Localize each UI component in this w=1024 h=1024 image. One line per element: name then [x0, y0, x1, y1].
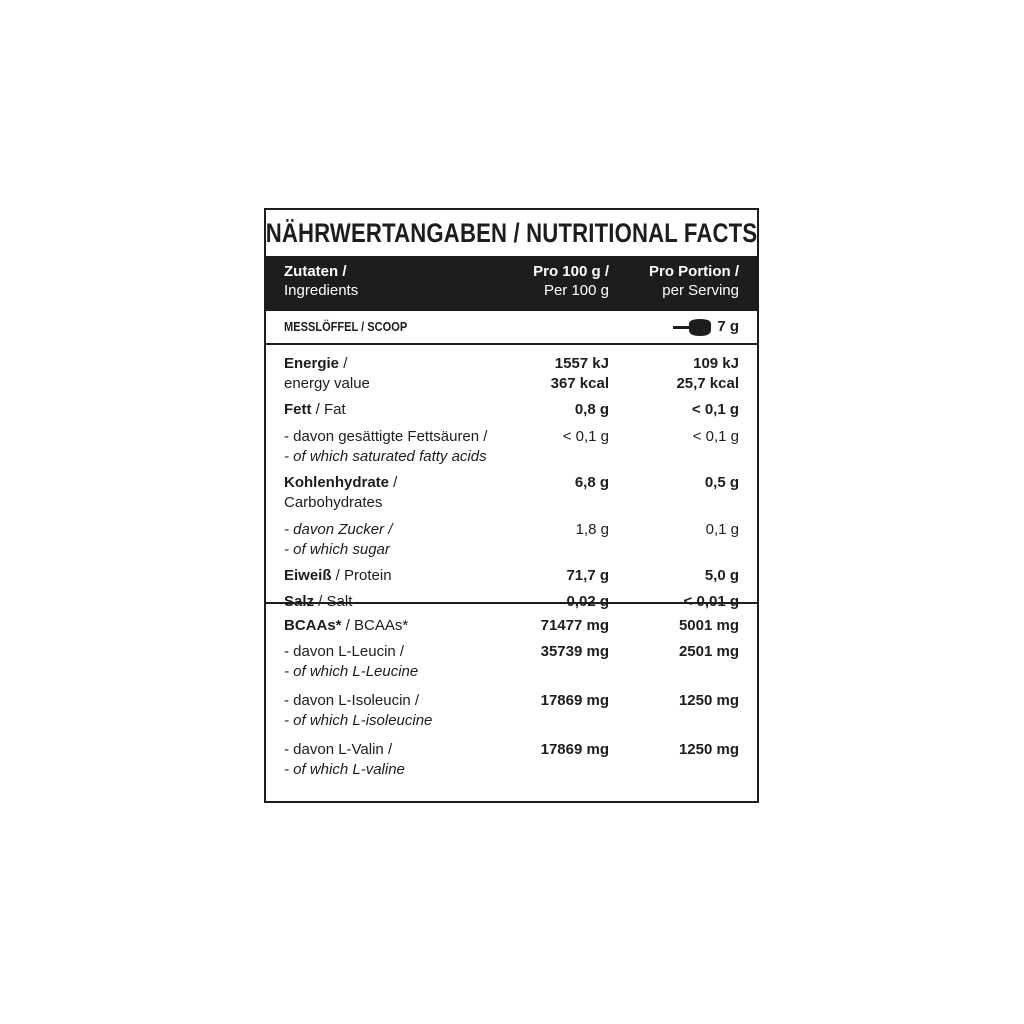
per-100g-value: 71,7 g [566, 567, 609, 584]
nutrient-name: Fett / Fat [284, 401, 346, 418]
nutrient-name: - davon Zucker / - of which sugar [284, 521, 393, 558]
per-serving-value: 1250 mg [678, 692, 739, 709]
per-serving-header-en: per Serving [662, 282, 739, 299]
bcaa-table [266, 604, 757, 805]
per-serving-value: 5,0 g [704, 567, 739, 584]
per-100g-value: 35739 mg [540, 643, 609, 660]
nutrient-name: Kohlenhydrate / Carbohydrates [284, 474, 398, 511]
ingredients-header-en: Ingredients [284, 282, 359, 299]
nutrition-facts-label [264, 208, 759, 803]
nutrient-name: Energie / energy value [284, 355, 370, 392]
per-serving-value: 109 kJ 25,7 kcal [676, 355, 739, 392]
per-serving-value: 0,5 g [704, 474, 739, 491]
per-serving-value: < 0,01 g [683, 593, 739, 610]
per-100g-header [533, 262, 609, 300]
per-100g-value: 0,8 g [574, 401, 609, 418]
nutrition-table [266, 345, 757, 610]
scoop-label: MESSLÖFFEL / SCOOP [284, 319, 408, 334]
nutrient-name: - davon L-Isoleucin / - of which L-isoleucine [284, 692, 433, 729]
label-title: NÄHRWERTANGABEN / NUTRITIONAL FACTS [265, 217, 758, 248]
per-100g-value: 71477 mg [540, 617, 609, 634]
per-serving-value: 5001 mg [678, 617, 739, 634]
per-100g-value: 17869 mg [540, 692, 609, 709]
per-serving-value: 1250 mg [678, 741, 739, 758]
per-100g-value: 17869 mg [540, 741, 609, 758]
per-100g-value: < 0,1 g [562, 428, 609, 445]
per-100g-header-de: Pro 100 g / [533, 263, 609, 280]
scoop-icon [673, 318, 713, 338]
scoop-value: 7 g [717, 318, 739, 335]
per-serving-header-de: Pro Portion / [649, 263, 739, 280]
nutrient-name: - davon gesättigte Fettsäuren / - of which saturated fatty acids [284, 428, 488, 465]
per-100g-value: 0,02 g [566, 593, 609, 610]
per-serving-value: < 0,1 g [692, 428, 739, 445]
nutrient-name: Salz / Salt [284, 593, 353, 610]
per-serving-header [649, 262, 739, 300]
nutrient-name: BCAAs* / BCAAs* [284, 617, 409, 634]
per-serving-value: < 0,1 g [691, 401, 739, 418]
per-serving-value: 0,1 g [705, 521, 739, 538]
ingredients-header [284, 262, 358, 300]
column-header-bar [266, 256, 757, 311]
nutrient-name: - davon L-Valin / - of which L-valine [284, 741, 405, 778]
scoop-row [266, 311, 757, 345]
ingredients-header-de: Zutaten / [284, 263, 347, 280]
per-serving-value: 2501 mg [678, 643, 739, 660]
per-100g-value: 1557 kJ 367 kcal [550, 355, 609, 392]
nutrient-name: Eiweiß / Protein [284, 567, 392, 584]
per-100g-value: 1,8 g [575, 521, 609, 538]
nutrient-name: - davon L-Leucin / - of which L-Leucine [284, 643, 419, 680]
per-100g-value: 6,8 g [574, 474, 609, 491]
per-100g-header-en: Per 100 g [543, 282, 609, 299]
